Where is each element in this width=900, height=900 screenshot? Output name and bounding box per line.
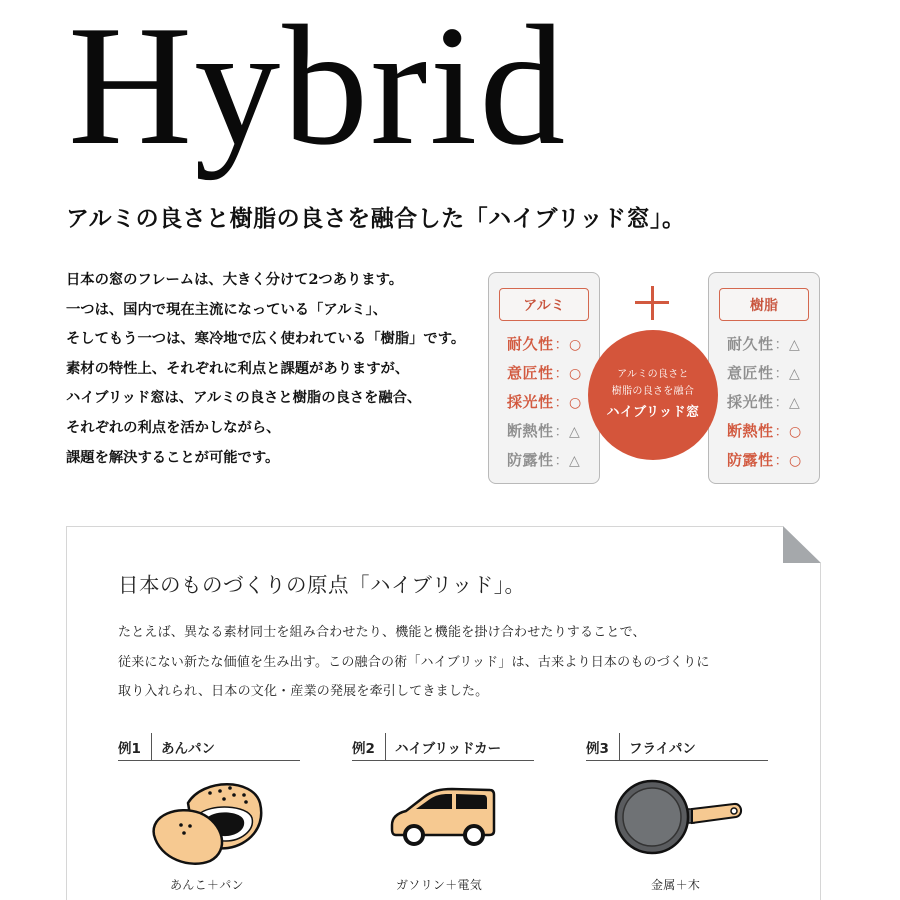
intro-paragraph: [66, 266, 486, 473]
circle-mark: ：○: [554, 337, 582, 353]
aluminum-box: [488, 272, 600, 484]
page-fold-icon: [783, 526, 821, 564]
aluminum-prop-insulation: [507, 420, 580, 441]
prop-name: 意匠性: [507, 364, 554, 382]
frying-pan-icon: [614, 773, 744, 868]
example-hybrid-car: [352, 733, 534, 892]
triangle-mark: ：△: [774, 366, 801, 382]
divider: [385, 733, 386, 761]
resin-label: 樹脂: [719, 288, 809, 321]
card-border-right: [820, 563, 821, 900]
example-caption: ガソリン＋電気: [396, 878, 483, 892]
example-number: 例1: [118, 741, 141, 757]
plus-icon: [635, 286, 669, 320]
resin-prop-design: [727, 362, 800, 383]
resin-prop-condensation: [727, 449, 802, 470]
intro-line: 一つは、国内で現在主流になっている「アルミ」、: [66, 301, 388, 318]
prop-name: 耐久性: [507, 335, 554, 353]
hybrid-window-circle: [588, 330, 718, 460]
prop-name: 採光性: [507, 393, 554, 411]
circle-mark: ：○: [554, 395, 582, 411]
triangle-mark: ：△: [554, 453, 581, 469]
aluminum-prop-design: [507, 362, 582, 383]
divider: [151, 733, 152, 761]
circle-mark: ：○: [774, 453, 802, 469]
example-name: ハイブリッドカー: [395, 741, 502, 757]
triangle-mark: ：△: [774, 395, 801, 411]
aluminum-prop-condensation: [507, 449, 580, 470]
intro-line: 素材の特性上、それぞれに利点と課題がありますが、: [66, 360, 410, 377]
example-name: あんパン: [161, 741, 215, 757]
divider: [619, 733, 620, 761]
prop-name: 断熱性: [727, 422, 774, 440]
example-header: [586, 733, 768, 761]
resin-prop-insulation: [727, 420, 802, 441]
circle-line-1: アルミの良さと: [617, 369, 689, 380]
circle-line-2: 樹脂の良さを融合: [611, 386, 695, 397]
example-number: 例3: [586, 741, 609, 757]
aluminum-label: アルミ: [499, 288, 589, 321]
prop-name: 防露性: [727, 451, 774, 469]
intro-line: そしてもう一つは、寒冷地で広く使われている「樹脂」です。: [66, 331, 466, 348]
example-header: [352, 733, 534, 761]
circle-mark: ：○: [554, 366, 582, 382]
prop-name: 意匠性: [727, 364, 774, 382]
intro-line: ハイブリッド窓は、アルミの良さと樹脂の良さを融合、: [66, 390, 422, 407]
card-body: [118, 618, 710, 707]
hero-title: Hybrid: [68, 0, 568, 181]
hero-subtitle: アルミの良さと樹脂の良さを融合した「ハイブリッド窓」。: [66, 205, 686, 232]
aluminum-prop-daylight: [507, 391, 582, 412]
example-name: フライパン: [629, 741, 696, 757]
triangle-mark: ：△: [774, 337, 801, 353]
resin-box: [708, 272, 820, 484]
car-icon: [388, 773, 500, 863]
prop-name: 耐久性: [727, 335, 774, 353]
example-anpan: [118, 733, 300, 892]
card-border-top: [66, 526, 783, 527]
resin-prop-durability: [727, 333, 800, 354]
triangle-mark: ：△: [554, 424, 581, 440]
prop-name: 断熱性: [507, 422, 554, 440]
resin-prop-daylight: [727, 391, 800, 412]
card-heading: 日本のものづくりの原点「ハイブリッド」。: [118, 573, 526, 597]
card-body-line: たとえば、異なる素材同士を組み合わせたり、機能と機能を掛け合わせたりすることで、: [118, 625, 646, 640]
intro-line: 日本の窓のフレームは、大きく分けて2つあります。: [66, 272, 404, 288]
example-frying-pan: [586, 733, 768, 892]
example-header: [118, 733, 300, 761]
card-body-line: 従来にない新たな価値を生み出す。この融合の術「ハイブリッド」は、古来より日本のものづくりに: [118, 654, 710, 670]
card-body-line: 取り入れられ、日本の文化・産業の発展を牽引してきました。: [118, 684, 489, 699]
example-number: 例2: [352, 741, 375, 757]
circle-title: ハイブリッド窓: [606, 405, 700, 420]
aluminum-prop-durability: [507, 333, 582, 354]
material-comparison-diagram: [488, 272, 820, 486]
example-caption: あんこ＋パン: [170, 878, 244, 892]
intro-line: 課題を解決することが可能です。: [66, 449, 280, 466]
prop-name: 防露性: [507, 451, 554, 469]
intro-line: それぞれの利点を活かしながら、: [66, 419, 281, 436]
example-caption: 金属＋木: [651, 878, 701, 892]
circle-mark: ：○: [774, 424, 802, 440]
anpan-icon: [148, 773, 268, 868]
prop-name: 採光性: [727, 393, 774, 411]
